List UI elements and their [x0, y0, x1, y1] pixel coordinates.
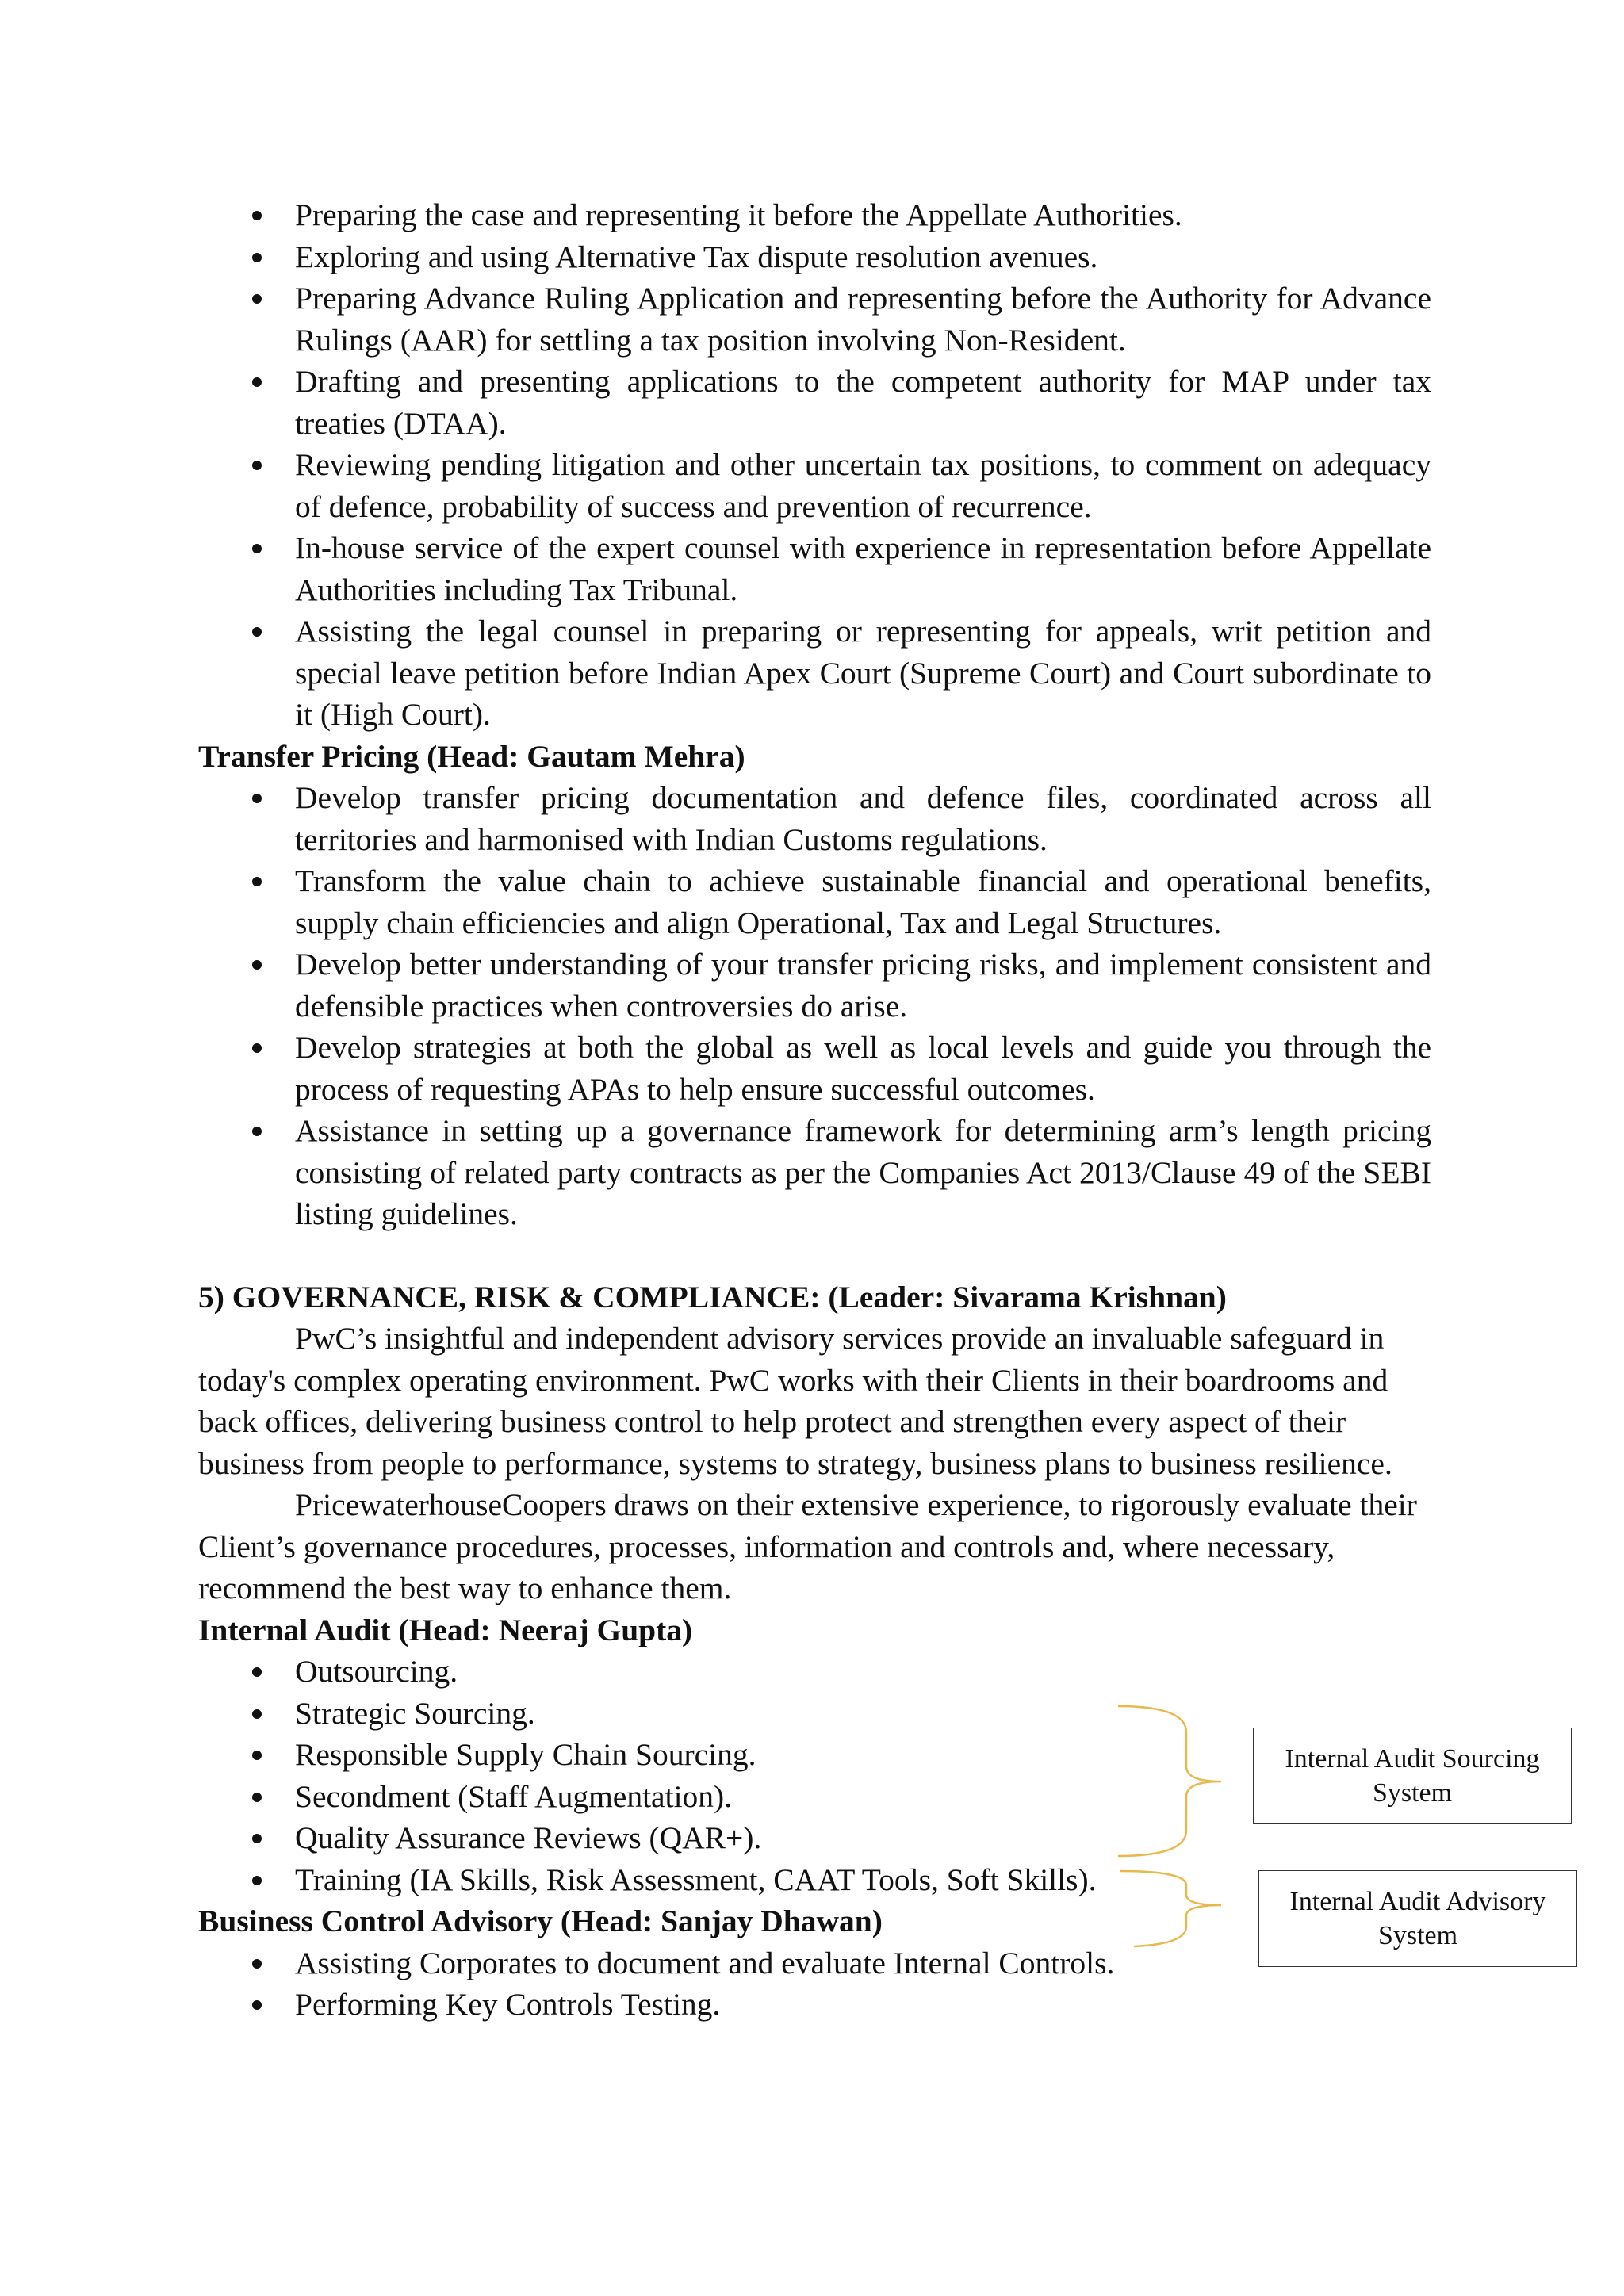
- list-item: Quality Assurance Reviews (QAR+).: [198, 1817, 1431, 1859]
- list-item: Training (IA Skills, Risk Assessment, CAAT Tools, Soft Skills).: [198, 1859, 1431, 1901]
- internal-audit-heading: Internal Audit (Head: Neeraj Gupta): [198, 1612, 693, 1647]
- list-item: Preparing the case and representing it before the Appellate Authorities.: [198, 194, 1431, 236]
- list-item: Transform the value chain to achieve sustainable financial and operational benefits, supply chain efficiencies and align Operational, Tax and Legal Structures.: [198, 860, 1431, 943]
- list-item: Secondment (Staff Augmentation).: [198, 1776, 1431, 1818]
- business-control-heading: Business Control Advisory (Head: Sanjay Dhawan): [198, 1904, 883, 1938]
- grc-paragraph-1: PwC’s insightful and independent advisory services provide an invaluable safeguard in today's complex operating environment. PwC works with their Clients in their boardrooms and back offices, delivering business control to help protect and strengthen every aspect of their business from people to performance, systems to strategy, business plans to business resilience.: [198, 1321, 1392, 1481]
- list-item: Responsible Supply Chain Sourcing.: [198, 1734, 1431, 1776]
- list-item: Preparing Advance Ruling Application and representing before the Authority for Advance Rulings (AAR) for settling a tax position involving Non-Resident.: [198, 277, 1431, 361]
- list-item: Assisting Corporates to document and evaluate Internal Controls.: [198, 1942, 1431, 1984]
- list-item: Reviewing pending litigation and other uncertain tax positions, to comment on adequacy of defence, probability of success and prevention of recurrence.: [198, 444, 1431, 527]
- list-item: Strategic Sourcing.: [198, 1693, 1431, 1735]
- internal-audit-list: [198, 1651, 1431, 1900]
- list-item: Exploring and using Alternative Tax dispute resolution avenues.: [198, 236, 1431, 278]
- transfer-pricing-heading: Transfer Pricing (Head: Gautam Mehra): [198, 738, 745, 774]
- transfer-pricing-list: [198, 777, 1431, 1235]
- list-item: Assistance in setting up a governance framework for determining arm’s length pricing consisting of related party contracts as per the Companies Act 2013/Clause 49 of the SEBI listing guidelines.: [198, 1110, 1431, 1235]
- internal-audit-sourcing-box: Internal Audit Sourcing System: [1253, 1728, 1572, 1824]
- section-spacer: [198, 1235, 1431, 1276]
- list-item: Assisting the legal counsel in preparing or representing for appeals, writ petition and special leave petition before Indian Apex Court (Supreme Court) and Court subordinate to it (High Court).: [198, 610, 1431, 736]
- list-item: Performing Key Controls Testing.: [198, 1984, 1431, 2026]
- grc-paragraph-2: PricewaterhouseCoopers draws on their extensive experience, to rigorously evaluate their Client’s governance procedures, processes, information and controls and, where necessary, recommend the best way to enhance them.: [198, 1487, 1417, 1605]
- list-item: Develop strategies at both the global as well as local levels and guide you through the process of requesting APAs to help ensure successful outcomes.: [198, 1027, 1431, 1110]
- internal-audit-advisory-box: Internal Audit Advisory System: [1258, 1870, 1577, 1967]
- list-item: In-house service of the expert counsel with experience in representation before Appellate Authorities including Tax Tribunal.: [198, 527, 1431, 610]
- list-item: Develop transfer pricing documentation and defence files, coordinated across all territories and harmonised with Indian Customs regulations.: [198, 777, 1431, 860]
- page-content: [198, 194, 1431, 2026]
- business-control-list: [198, 1942, 1431, 2026]
- list-item: Develop better understanding of your transfer pricing risks, and implement consistent and defensible practices when controversies do arise.: [198, 943, 1431, 1027]
- list-item: Outsourcing.: [198, 1651, 1431, 1693]
- tax-controversy-list: [198, 194, 1431, 736]
- list-item: Drafting and presenting applications to the competent authority for MAP under tax treaties (DTAA).: [198, 361, 1431, 444]
- grc-heading: 5) GOVERNANCE, RISK & COMPLIANCE: (Leader: Sivarama Krishnan): [198, 1279, 1227, 1314]
